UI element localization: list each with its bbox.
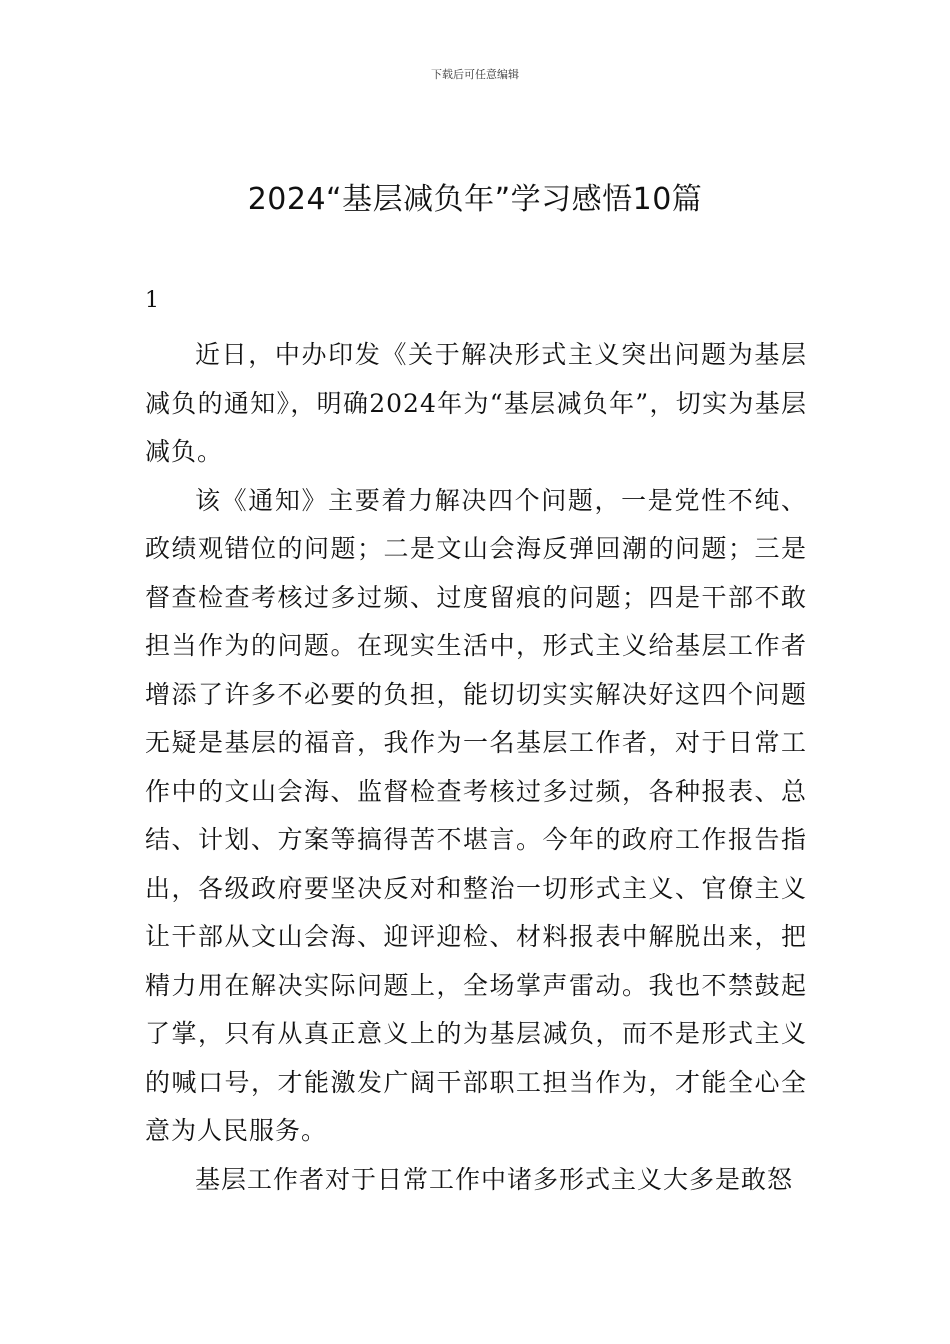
paragraph: 近日，中办印发《关于解决形式主义突出问题为基层减负的通知》，明确2024年为“基层减负年”，切实为基层减负。 bbox=[145, 340, 807, 466]
document-body bbox=[145, 331, 807, 1204]
header-note: 下载后可任意编辑 bbox=[431, 68, 519, 81]
section-number: 1 bbox=[145, 288, 159, 313]
paragraph: 基层工作者对于日常工作中诸多形式主义大多是敢怒 bbox=[195, 1164, 794, 1194]
paragraph: 该《通知》主要着力解决四个问题，一是党性不纯、政绩观错位的问题；二是文山会海反弹回潮的问题；三是督查检查考核过多过频、过度留痕的问题；四是干部不敢担当作为的问题。在现实生活中，形式主义给基层工作者增添了许多不必要的负担，能切切实实解决好这四个问题无疑是基层的福音，我作为一名基层工作者，对于日常工作中的文山会海、监督检查考核过多过频，各种报表、总结、计划、方案等搞得苦不堪言。今年的政府工作报告指出，各级政府要坚决反对和整治一切形式主义、官僚主义让干部从文山会海、迎评迎检、材料报表中解脱出来，把精力用在解决实际问题上，全场掌声雷动。我也不禁鼓起了掌，只有从真正意义上的为基层减负，而不是形式主义的喊口号，才能激发广阔干部职工担当作为，才能全心全意为人民服务。 bbox=[145, 485, 807, 1145]
document-title: 2024“基层减负年”学习感悟10篇 bbox=[247, 182, 703, 217]
